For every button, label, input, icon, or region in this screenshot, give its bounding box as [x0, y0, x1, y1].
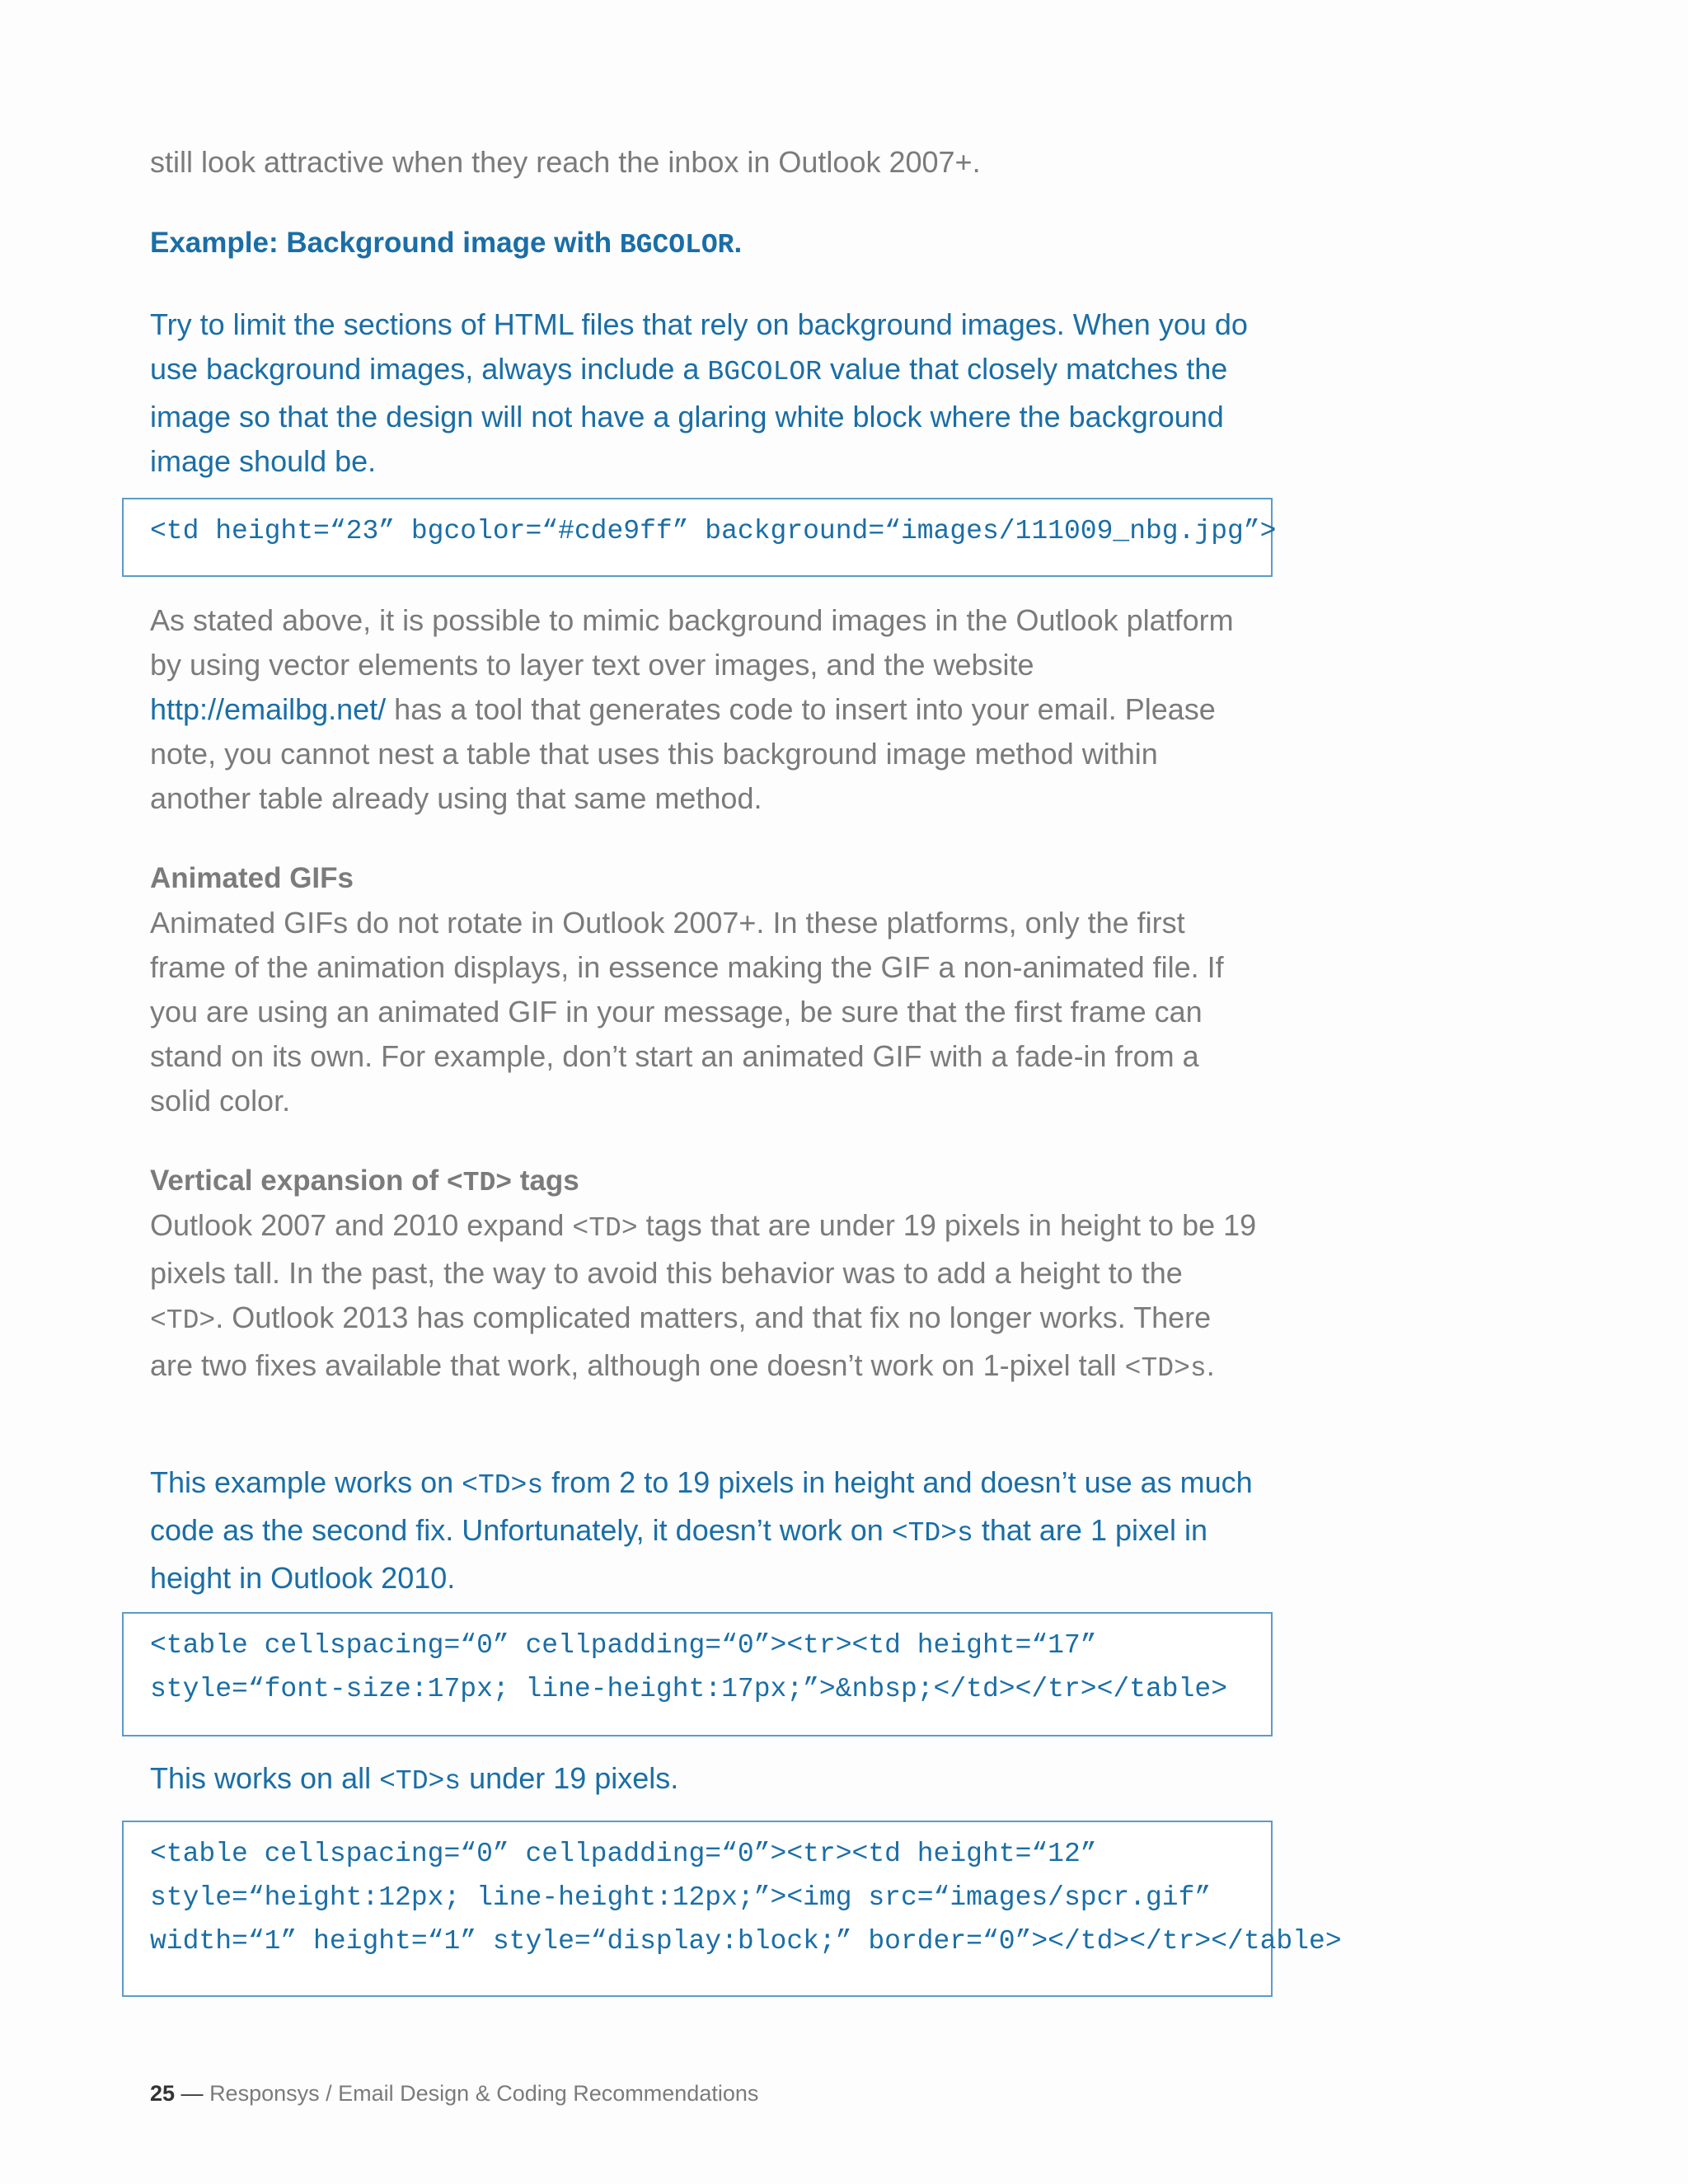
- para-text: Animated GIFs do not rotate in Outlook 2007+. In these platforms, only the first frame of the animation displays, in essence making the GIF a non-animated file. If you are using an animated GIF in your message, be sure that the first frame can stand on its own. For example, don’t start an animated GIF with a fade-in from a solid color.: [150, 906, 1224, 1118]
- code-line: width=“1” height=“1” style=“display:block;” border=“0”></td></tr></table>: [150, 1926, 1342, 1957]
- example-bgcolor-paragraph: [150, 302, 1254, 484]
- para-text: This example works on: [150, 1465, 462, 1499]
- inline-code: <TD>: [150, 1305, 216, 1336]
- para-text: As stated above, it is possible to mimic background images in the Outlook platform by using vector elements to layer text over images, and the website: [150, 603, 1234, 682]
- inline-code: <TD>s: [891, 1518, 973, 1549]
- para-text: under 19 pixels.: [461, 1761, 679, 1795]
- heading-text: Vertical expansion of: [150, 1165, 447, 1197]
- inline-code: <TD>s: [462, 1470, 544, 1501]
- footer-dash: —: [175, 2081, 210, 2106]
- animated-gifs-body: [150, 901, 1259, 1123]
- code-line: style=“font-size:17px; line-height:17px;”>&nbsp;</td></tr></table>: [150, 1674, 1228, 1704]
- code-line: <table cellspacing=“0” cellpadding=“0”><tr><td height=“12”: [150, 1839, 1097, 1869]
- inline-code: <TD>s: [1124, 1353, 1207, 1384]
- intro-line: still look attractive when they reach the inbox in Outlook 2007+.: [150, 145, 981, 179]
- fix-two-paragraph: [150, 1756, 1263, 1804]
- para-text: tags that are under 19 pixels in height to be 19 pixels tall. In the past, the way to avoid this behavior was to add a height to the: [150, 1208, 1257, 1290]
- animated-gifs-heading: [150, 856, 1263, 901]
- para-text: value that closely matches the image so that the design will not have a glaring white block where the background image should be.: [150, 352, 1228, 478]
- para-text: . Outlook 2013 has complicated matters, and that fix no longer works. There are two fixes available that work, although one doesn’t work on 1-pixel tall: [150, 1301, 1212, 1382]
- example-bgcolor-heading: [150, 221, 1263, 268]
- page-number: 25: [150, 2081, 176, 2106]
- para-text: This works on all: [150, 1761, 380, 1795]
- code-box-bgcolor: [122, 498, 1277, 577]
- heading-code: BGCOLOR: [619, 230, 734, 260]
- vertical-expansion-body: [150, 1203, 1259, 1391]
- heading-text: Animated GIFs: [150, 862, 354, 894]
- fix-one-paragraph: [150, 1460, 1254, 1601]
- code-line: <table cellspacing=“0” cellpadding=“0”><tr><td height=“17”: [150, 1630, 1097, 1661]
- para-text: has a tool that generates code to insert into your email. Please note, you cannot nest a table that uses this background image method within another table already using that same method.: [150, 692, 1216, 815]
- mimic-paragraph: [150, 598, 1254, 821]
- para-text: that are 1 pixel in height in Outlook 2010.: [150, 1513, 1208, 1595]
- heading-text: tags: [512, 1165, 579, 1197]
- para-text: from 2 to 19 pixels in height and doesn’t use as much code as the second fix. Unfortunately, it doesn’t work on: [150, 1465, 1253, 1547]
- heading-code: <TD>: [446, 1168, 513, 1198]
- code-box-fix-two: [122, 1821, 1342, 1997]
- inline-code: <TD>: [572, 1213, 638, 1244]
- footer-title: Responsys / Email Design & Coding Recommendations: [209, 2081, 759, 2106]
- code-line: style=“height:12px; line-height:12px;”><img src=“images/spcr.gif”: [150, 1882, 1212, 1913]
- page-footer: [150, 2077, 758, 2110]
- inline-code: <TD>s: [379, 1766, 462, 1797]
- para-text: .: [1206, 1348, 1215, 1382]
- emailbg-link[interactable]: http://emailbg.net/: [150, 692, 387, 726]
- intro-text: [150, 140, 1263, 185]
- para-code: BGCOLOR: [707, 357, 823, 387]
- heading-period: .: [734, 227, 743, 259]
- para-text: Outlook 2007 and 2010 expand: [150, 1208, 573, 1242]
- code-line: <td height=“23” bgcolor=“#cde9ff” background=“images/111009_nbg.jpg”>: [150, 516, 1277, 546]
- vertical-expansion-heading: [150, 1159, 1263, 1206]
- para-text: Try to limit the sections of HTML files that rely on background images. When you do use background images, always include a: [150, 307, 1248, 386]
- heading-text: Example: Background image with: [150, 227, 620, 259]
- code-box-fix-one: [122, 1612, 1273, 1736]
